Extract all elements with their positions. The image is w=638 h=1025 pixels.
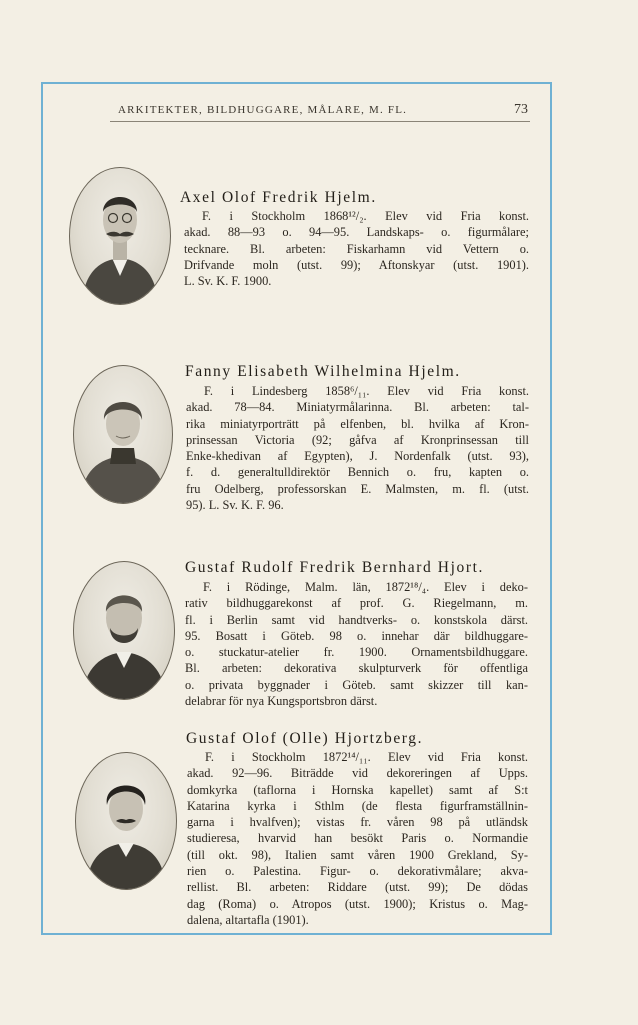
running-title: ARKITEKTER, BILDHUGGARE, MÅLARE, M. FL. bbox=[118, 104, 408, 116]
bio-line: rativ bildhuggarekonst af prof. G. Riegelmann, m. bbox=[185, 596, 528, 611]
bio-line: dag (Roma) o. Atropos (utst. 1900); Kristus o. Mag- bbox=[187, 896, 528, 911]
bio-line: 95. Bosatt i Göteb. 98 o. innehar där bildhuggare- bbox=[185, 628, 528, 643]
bio-line: F. i Stockholm 1868¹²/₂. Elev vid Fria konst. bbox=[202, 209, 529, 223]
bio-line: studieresa, hvarvid han besökt Paris o. Normandie bbox=[187, 831, 528, 846]
bio-line: rellist. Bl. arbeten: Riddare (utst. 99); De dödas bbox=[187, 880, 528, 895]
entry-bio-1 bbox=[184, 208, 529, 289]
bio-line: rien o. Palestina. Figur- o. dekorativmålare; akva- bbox=[187, 864, 528, 879]
entry-bio-4 bbox=[187, 749, 528, 928]
running-head bbox=[118, 104, 528, 120]
entry-name-3: Gustaf Rudolf Fredrik Bernhard Hjort. bbox=[185, 559, 484, 576]
bio-line: domkyrka (taflorna i Hornska kapellet) samt af S:t bbox=[187, 782, 528, 797]
bio-line: F. i Rödinge, Malm. län, 1872¹⁸/₄. Elev i deko- bbox=[203, 580, 528, 594]
bio-line: akad. 78—84. Miniatyrmålarinna. Bl. arbeten: tal- bbox=[186, 400, 529, 415]
bio-line: delabrar för nya Kungsportsbron därst. bbox=[185, 694, 378, 709]
portrait-fanny-hjelm bbox=[73, 365, 173, 504]
entry-bio-2 bbox=[186, 383, 529, 513]
header-rule bbox=[110, 121, 530, 122]
bio-line: Bl. arbeten: dekorativa skulpturverk för offentliga bbox=[185, 661, 528, 676]
bio-line: tecknare. Bl. arbeten: Fiskarhamn vid Vettern o. bbox=[184, 241, 529, 256]
bio-line: dalena, altartafla (1901). bbox=[187, 912, 309, 927]
entry-name-4: Gustaf Olof (Olle) Hjortzberg. bbox=[186, 730, 424, 747]
bio-line: rika miniatyrporträtt på elfenben, bl. hvilka af Kron- bbox=[186, 416, 529, 431]
entry-name-2: Fanny Elisabeth Wilhelmina Hjelm. bbox=[185, 363, 461, 380]
bio-line: prinsessan Victoria (92; gåfva af Kronprinsessan till bbox=[186, 432, 529, 447]
bio-line: garna i hvalfven); vistas fr. våren 98 på utländsk bbox=[187, 815, 528, 830]
portrait-axel-hjelm bbox=[69, 167, 171, 305]
bio-line: F. i Lindesberg 1858⁶/₁₁. Elev vid Fria konst. bbox=[204, 384, 529, 398]
bio-line: L. Sv. K. F. 1900. bbox=[184, 274, 272, 289]
portrait-gustaf-hjort bbox=[73, 561, 175, 700]
bio-line: Katarina kyrka i Sthlm (de flesta figurframställnin- bbox=[187, 798, 528, 813]
bio-line: akad. 88—93 o. 94—95. Landskaps- o. figurmålare; bbox=[184, 225, 529, 240]
bio-line: F. i Stockholm 1872¹⁴/₁₁. Elev vid Fria konst. bbox=[205, 750, 528, 764]
entry-bio-3 bbox=[185, 579, 528, 709]
bio-line: Drifvande moln (utst. 99); Aftonskyar (utst. 1901). bbox=[184, 257, 529, 272]
bio-line: akad. 92—96. Biträdde vid dekoreringen af Upps. bbox=[187, 766, 528, 781]
page-number: 73 bbox=[514, 102, 528, 117]
bio-line: fru Odelberg, professorskan E. Malmsten, m. fl. (utst. bbox=[186, 481, 529, 496]
bio-line: fl. i Berlin samt vid handtverks- o. konstskola därst. bbox=[185, 612, 528, 627]
bio-line: 95). L. Sv. K. F. 96. bbox=[186, 498, 284, 513]
bio-line: Enke-khedivan af Egypten), J. Nordenfalk (utst. 93), bbox=[186, 449, 529, 464]
bio-line: (till okt. 98), Italien samt våren 1900 Grekland, Sy- bbox=[187, 847, 528, 862]
bio-line: o. stuckatur-atelier fr. 1900. Ornamentsbildhuggare. bbox=[185, 645, 528, 660]
bio-line: f. d. generaltulldirektör Bennich o. fru, kapten o. bbox=[186, 465, 529, 480]
entry-name-1: Axel Olof Fredrik Hjelm. bbox=[180, 189, 377, 206]
portrait-olle-hjortzberg bbox=[75, 752, 177, 890]
bio-line: o. privata byggnader i Göteb. samt skizzer till kan- bbox=[185, 677, 528, 692]
